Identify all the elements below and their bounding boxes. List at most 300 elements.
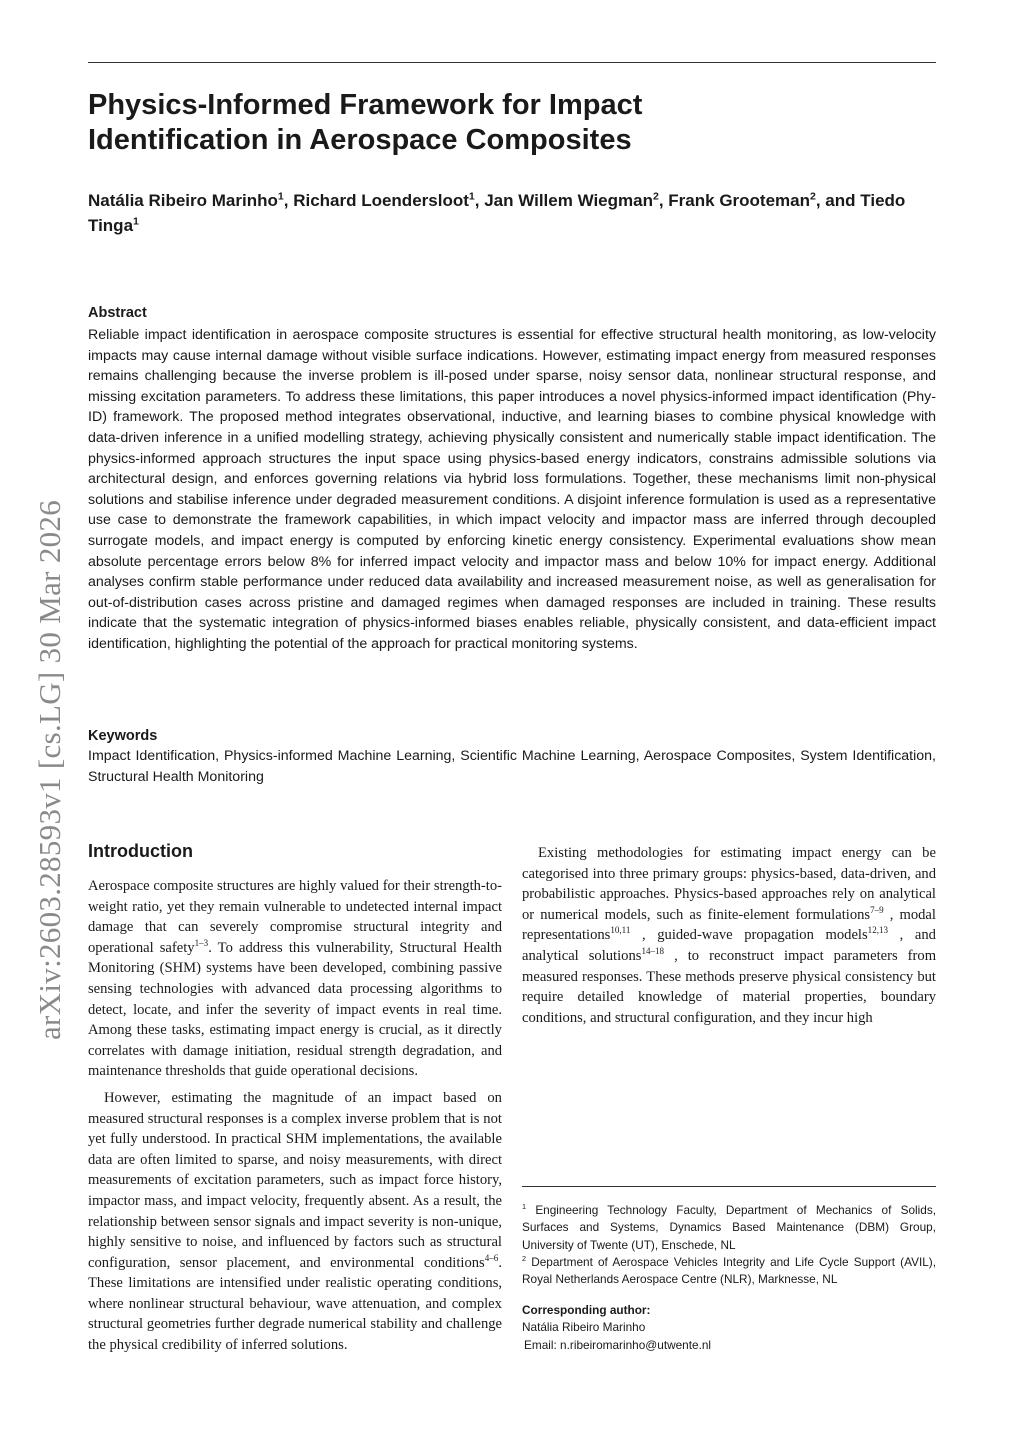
word: the bbox=[484, 1192, 502, 1209]
word: frequently bbox=[304, 1192, 365, 1209]
word: composite bbox=[153, 878, 214, 894]
word: to bbox=[221, 1151, 233, 1168]
word: time. bbox=[472, 1001, 503, 1018]
word: structural bbox=[614, 1009, 670, 1026]
word: realistic bbox=[325, 1275, 372, 1292]
word: for bbox=[693, 845, 711, 861]
word: physical bbox=[792, 968, 842, 985]
word: estimating bbox=[171, 1089, 233, 1106]
word: are bbox=[196, 1275, 215, 1292]
word: energy bbox=[319, 1022, 360, 1039]
word: and bbox=[299, 1213, 321, 1230]
word: often bbox=[140, 1151, 171, 1168]
keywords-heading: Keywords bbox=[88, 728, 158, 744]
word: algorithms bbox=[420, 980, 483, 997]
word: that bbox=[229, 1063, 251, 1080]
word: between bbox=[160, 1213, 210, 1230]
word: excitation bbox=[193, 1172, 252, 1189]
word: impact bbox=[392, 1089, 433, 1106]
word: impactor bbox=[88, 1192, 140, 1209]
word: are bbox=[277, 878, 296, 894]
word: energy bbox=[841, 845, 882, 861]
word: as bbox=[429, 1234, 442, 1251]
word: maintenance bbox=[88, 1063, 162, 1080]
word: complex bbox=[451, 1295, 502, 1312]
word: history, bbox=[458, 1172, 503, 1189]
word: valued bbox=[340, 878, 379, 894]
word: highly bbox=[88, 1234, 126, 1251]
word: with bbox=[437, 1151, 464, 1168]
word: passive bbox=[459, 960, 502, 977]
affiliation-number: 2 bbox=[522, 1254, 527, 1264]
word: direct bbox=[468, 1151, 503, 1168]
word: to bbox=[490, 980, 503, 997]
word: problem bbox=[391, 1110, 441, 1127]
word: and bbox=[914, 927, 936, 944]
word: structural bbox=[189, 1295, 245, 1312]
word: have bbox=[257, 960, 285, 977]
word: inverse bbox=[345, 1110, 388, 1127]
word: by bbox=[334, 1234, 349, 1251]
word: inferred bbox=[241, 1337, 288, 1354]
word: available bbox=[449, 1131, 502, 1148]
word: propagation bbox=[744, 927, 814, 944]
citation: 10,11 bbox=[610, 925, 631, 936]
word: the bbox=[427, 1131, 445, 1148]
word: can bbox=[178, 919, 199, 936]
word: is bbox=[469, 1110, 480, 1127]
word: . bbox=[498, 1254, 502, 1271]
citation: 14–18 bbox=[641, 946, 665, 957]
word: methodologies bbox=[596, 845, 683, 861]
word: absent. bbox=[368, 1192, 410, 1209]
word: based bbox=[443, 1089, 477, 1106]
word: thresholds bbox=[165, 1063, 226, 1080]
word: groups: bbox=[703, 865, 747, 882]
word: environmental bbox=[330, 1254, 415, 1271]
word: is bbox=[267, 1110, 278, 1127]
right-column bbox=[522, 843, 936, 1028]
author-affiliation-mark: 1 bbox=[468, 190, 475, 203]
word: However, bbox=[104, 1089, 161, 1106]
word: structures bbox=[217, 878, 274, 894]
word: residual bbox=[296, 1042, 344, 1059]
word: solutions bbox=[588, 947, 642, 964]
word: implementations, bbox=[321, 1131, 423, 1148]
word: structural bbox=[88, 1316, 144, 1333]
word: structural bbox=[147, 1110, 203, 1127]
corresponding-author bbox=[522, 1302, 936, 1354]
word: , bbox=[674, 947, 678, 964]
word: from bbox=[907, 947, 936, 964]
word: (SHM) bbox=[159, 960, 201, 977]
word: require bbox=[522, 989, 564, 1006]
word: to bbox=[687, 947, 700, 964]
word: be bbox=[922, 845, 936, 861]
word: strength-to-weight bbox=[88, 878, 502, 915]
word: guided-wave bbox=[657, 927, 733, 944]
word: degradation, bbox=[402, 1042, 475, 1059]
citation: 1–3 bbox=[194, 937, 209, 948]
word: boundary bbox=[880, 989, 936, 1006]
word: properties, bbox=[804, 989, 867, 1006]
footnote-rule bbox=[522, 1186, 936, 1187]
author-name: Richard Loendersloot bbox=[293, 191, 469, 210]
word: tasks, bbox=[171, 1022, 205, 1039]
citation: 12,13 bbox=[867, 925, 889, 936]
word: measured bbox=[88, 1110, 144, 1127]
word: attenuation, bbox=[351, 1295, 421, 1312]
word: measurements, bbox=[345, 1151, 433, 1168]
word: mass, bbox=[144, 1192, 177, 1209]
word: infer bbox=[205, 1001, 234, 1018]
word: under bbox=[286, 1275, 320, 1292]
word: credibility bbox=[161, 1337, 222, 1354]
word: sensing bbox=[88, 980, 132, 997]
word: and bbox=[590, 1009, 612, 1026]
word: signals bbox=[254, 1213, 296, 1230]
word: responses. bbox=[582, 968, 643, 985]
word: detailed bbox=[577, 989, 624, 1006]
word: data bbox=[317, 980, 343, 997]
word: velocity, bbox=[250, 1192, 301, 1209]
word: and bbox=[914, 865, 936, 882]
word: limited bbox=[175, 1151, 217, 1168]
word: is bbox=[364, 1022, 374, 1039]
word: material bbox=[742, 989, 791, 1006]
word: and bbox=[178, 1001, 200, 1018]
introduction-heading: Introduction bbox=[88, 841, 193, 861]
word: locate, bbox=[133, 1001, 172, 1018]
word: intensified bbox=[219, 1275, 282, 1292]
word: address bbox=[238, 939, 283, 956]
word: this bbox=[288, 939, 310, 956]
word: remain bbox=[218, 898, 260, 915]
corresponding-label: Corresponding author: bbox=[522, 1303, 651, 1317]
word: SHM bbox=[285, 1131, 318, 1148]
intro-paragraph-2 bbox=[88, 1088, 502, 1356]
word: limitations bbox=[128, 1275, 191, 1292]
word: , bbox=[899, 927, 904, 944]
word: yet bbox=[88, 1131, 106, 1148]
word: are bbox=[117, 1151, 136, 1168]
word: processing bbox=[350, 980, 413, 997]
word: damage bbox=[88, 919, 134, 936]
word: the bbox=[243, 1089, 262, 1106]
word: of bbox=[225, 1337, 238, 1354]
word: understood. bbox=[142, 1131, 211, 1148]
word: vulnerable bbox=[263, 898, 326, 915]
word: but bbox=[917, 968, 936, 985]
word: Aerospace bbox=[88, 878, 150, 894]
word: physical bbox=[109, 1337, 159, 1354]
word: they bbox=[189, 898, 215, 915]
word: measured bbox=[522, 968, 578, 985]
word: advanced bbox=[255, 980, 311, 997]
word: decisions. bbox=[360, 1063, 418, 1080]
word: such bbox=[656, 906, 684, 923]
author-affiliation-mark: 2 bbox=[652, 190, 659, 203]
word: and bbox=[241, 1234, 263, 1251]
word: solutions. bbox=[291, 1337, 348, 1354]
word: high bbox=[846, 1009, 873, 1026]
author-separator: , bbox=[658, 191, 669, 210]
word: strength bbox=[349, 1042, 397, 1059]
word: , bbox=[641, 927, 646, 944]
word: with bbox=[221, 980, 248, 997]
word: approaches bbox=[761, 886, 828, 903]
word: Physics-based bbox=[674, 886, 757, 903]
word: these bbox=[136, 1022, 167, 1039]
word: of bbox=[344, 1089, 357, 1106]
word: and bbox=[480, 919, 503, 936]
word: models bbox=[825, 927, 868, 944]
word: Among bbox=[88, 1022, 132, 1039]
affiliation-text: Engineering Technology Faculty, Department of Mechanics of Solids, Surfaces and Systems, Dynamics Based Maintenance (DBM) Group, University of Twente (UT), Enschede, NL bbox=[522, 1203, 936, 1252]
word: compromise bbox=[269, 919, 343, 936]
word: analytical bbox=[522, 947, 579, 964]
word: approaches. bbox=[599, 886, 670, 903]
word: representations bbox=[522, 927, 611, 944]
word: events bbox=[382, 1001, 420, 1018]
text-run bbox=[88, 937, 503, 1080]
word: as bbox=[689, 906, 702, 923]
word: magnitude bbox=[272, 1089, 334, 1106]
word: directly bbox=[457, 1022, 502, 1039]
word: complex bbox=[291, 1110, 342, 1127]
word: operational bbox=[88, 939, 154, 956]
word: placement, bbox=[226, 1254, 291, 1271]
word: initiation, bbox=[234, 1042, 291, 1059]
word: incur bbox=[813, 1009, 844, 1026]
author-affiliation-mark: 2 bbox=[810, 190, 816, 203]
header-rule bbox=[88, 62, 936, 63]
word: methods bbox=[685, 968, 735, 985]
affiliation-number: 1 bbox=[522, 1202, 527, 1212]
word: sensor bbox=[213, 1213, 251, 1230]
word: parameters, bbox=[256, 1172, 325, 1189]
word: and bbox=[759, 1009, 781, 1026]
word: combining bbox=[391, 960, 454, 977]
word: non-unique, bbox=[431, 1213, 502, 1230]
word: with bbox=[150, 1042, 177, 1059]
word: sparse, bbox=[237, 1151, 278, 1168]
author-separator: , bbox=[283, 191, 294, 210]
author-separator: , and bbox=[815, 191, 861, 210]
word: their bbox=[403, 878, 431, 894]
word: To bbox=[217, 939, 233, 956]
word: crucial, bbox=[378, 1022, 423, 1039]
word: , bbox=[889, 906, 894, 923]
word: parameters bbox=[833, 947, 898, 964]
word: knowledge bbox=[637, 989, 703, 1006]
word: damage bbox=[182, 1042, 229, 1059]
word: These bbox=[88, 1275, 123, 1292]
word: result, bbox=[443, 1192, 480, 1209]
word: an bbox=[367, 1089, 382, 1106]
word: structural bbox=[446, 1234, 502, 1251]
word: of bbox=[317, 1001, 330, 1018]
word: stability bbox=[370, 1316, 418, 1333]
word: such bbox=[398, 1234, 425, 1251]
word: is bbox=[418, 1213, 428, 1230]
word: developed, bbox=[322, 960, 387, 977]
word: correlates bbox=[88, 1042, 145, 1059]
word: Health bbox=[463, 939, 502, 956]
word: to bbox=[329, 898, 342, 915]
word: conditions, bbox=[522, 1009, 587, 1026]
affiliation-1 bbox=[522, 1202, 936, 1254]
word: noise, bbox=[202, 1234, 237, 1251]
word: Monitoring bbox=[88, 960, 155, 977]
word: wave bbox=[315, 1295, 347, 1312]
word: relationship bbox=[88, 1213, 157, 1230]
word: sensitive bbox=[130, 1234, 182, 1251]
word: real bbox=[444, 1001, 466, 1018]
paper-title: Physics-Informed Framework for Impact Identification in Aerospace Composites bbox=[88, 89, 643, 156]
word: highly bbox=[299, 878, 337, 894]
word: and bbox=[421, 1316, 443, 1333]
word: into bbox=[592, 865, 616, 882]
abstract-heading: Abstract bbox=[88, 305, 147, 321]
word: factors bbox=[353, 1234, 394, 1251]
intro-paragraph-1 bbox=[88, 876, 502, 1082]
word: internal bbox=[413, 898, 458, 915]
word: and bbox=[181, 1192, 203, 1209]
word: configuration, bbox=[88, 1254, 171, 1271]
word: safety bbox=[159, 939, 195, 956]
word: and bbox=[299, 1254, 321, 1271]
word: and bbox=[480, 1042, 503, 1059]
word: such bbox=[329, 1172, 357, 1189]
word: numerical bbox=[540, 906, 599, 923]
text-run bbox=[88, 1090, 502, 1271]
word: conditions bbox=[423, 1254, 485, 1271]
word: force bbox=[423, 1172, 454, 1189]
word: impact bbox=[462, 898, 503, 915]
word: formulations bbox=[795, 906, 871, 923]
word: Structural bbox=[399, 939, 457, 956]
word: operating bbox=[376, 1275, 433, 1292]
word: severely bbox=[209, 919, 259, 936]
word: sensor bbox=[179, 1254, 218, 1271]
word: primary bbox=[652, 865, 699, 882]
word: geometries bbox=[146, 1316, 211, 1333]
word: impact bbox=[206, 1192, 247, 1209]
author-name: Natália Ribeiro Marinho bbox=[88, 191, 278, 210]
word: a bbox=[433, 1192, 440, 1209]
corresponding-name: Natália Ribeiro Marinho bbox=[522, 1320, 646, 1335]
word: estimating bbox=[209, 1022, 271, 1039]
word: detect, bbox=[88, 1001, 127, 1018]
word: analytical bbox=[879, 886, 936, 903]
citation: 7–9 bbox=[870, 904, 884, 915]
word: three bbox=[619, 865, 649, 882]
word: influenced bbox=[267, 1234, 330, 1251]
word: that bbox=[443, 1110, 466, 1127]
author-affiliation-mark: 1 bbox=[133, 215, 139, 228]
word: categorised bbox=[522, 865, 589, 882]
word: impact bbox=[335, 1001, 376, 1018]
word: data bbox=[88, 1151, 113, 1168]
word: conditions, bbox=[437, 1275, 503, 1292]
word: severity bbox=[264, 1001, 311, 1018]
word: can bbox=[891, 845, 912, 861]
word: challenge bbox=[446, 1316, 503, 1333]
word: . bbox=[208, 939, 212, 956]
word: structural bbox=[353, 919, 409, 936]
author-separator: , bbox=[474, 191, 485, 210]
word: for bbox=[382, 878, 400, 894]
word: consistency bbox=[845, 968, 914, 985]
word: of bbox=[176, 1172, 189, 1189]
word: vulnerability, bbox=[316, 939, 394, 956]
word: or bbox=[522, 906, 535, 923]
word: models, bbox=[604, 906, 651, 923]
word: Existing bbox=[538, 845, 587, 861]
word: as bbox=[427, 1022, 440, 1039]
word: and bbox=[282, 1151, 305, 1168]
abstract-text: Reliable impact identification in aerospace composite structures is essential for effective structural health monitoring, as low-velocity impacts may cause internal damage without visible surface indications. However, estimating impact energy from measured responses remains challenging because the inverse problem is ill-posed under sparse, noisy sensor data, nonlinear structural response, and missing excitation parameters. To address these limitations, this paper introduces a novel physics-informed impact identification (Phy-ID) framework. The proposed method integrates observational, inductive, and learning biases to combine physical knowledge with data-driven inference in a unified modelling strategy, achieving physically consistent and numerically stable impact identification. The physics-informed approach structures the input space using physics-based energy indicators, constrains admissible solutions via architectural design, and enforces governing relations via hybrid loss formulations. Together, these mechanisms limit non-physical solutions and stabilise inference under degraded measurement conditions. A disjoint inference formulation is used as a representative use case to demonstrate the framework capabilities, in which impact velocity and impactor mass are inferred through decoupled surrogate models, and impact energy is computed by enforcing kinetic energy consistency. Experimental evaluations show mean absolute percentage errors below 8% for inferred impact velocity and impactor mass and below 10% for impact energy. Additional analyses confirm stable performance under reduced data availability and increased measurement noise, as well as generalisation for out-of-distribution cases across pristine and damaged regimes when damaged responses are included in training. These results indicate that the systematic integration of physics-informed biases enables reliable, physically consistent, and data-efficient impact identification, highlighting the potential of the approach for practical monitoring systems. bbox=[88, 327, 936, 652]
author-affiliation-mark: 1 bbox=[277, 190, 284, 203]
word: been bbox=[290, 960, 318, 977]
intro-paragraph-3-continued bbox=[522, 843, 936, 1028]
word: technologies bbox=[139, 980, 214, 997]
word: impact bbox=[275, 1022, 315, 1039]
word: degrade bbox=[258, 1316, 305, 1333]
word: impact bbox=[783, 947, 824, 964]
citation: 4–6 bbox=[484, 1252, 499, 1263]
word: finite-element bbox=[707, 906, 790, 923]
keywords-text: Impact Identification, Physics-informed Machine Learning, Scientific Machine Learning, Aerospace Composites, System Identification, Structural Health Monitoring bbox=[88, 748, 936, 785]
word: a bbox=[280, 1110, 288, 1127]
word: impact bbox=[378, 1172, 419, 1189]
word: systems bbox=[206, 960, 253, 977]
word: severity bbox=[367, 1213, 415, 1230]
word: and bbox=[425, 1295, 447, 1312]
word: on bbox=[487, 1089, 502, 1106]
word: rely bbox=[832, 886, 855, 903]
affiliation-text: Department of Aerospace Vehicles Integrity and Life Cycle Support (AVIL), Royal Netherlands Aerospace Centre (NLR), Marknesse, NL bbox=[522, 1255, 936, 1287]
word: the bbox=[239, 1001, 258, 1018]
author-name: Jan Willem Wiegman bbox=[484, 191, 653, 210]
word: These bbox=[646, 968, 682, 985]
word: preserve bbox=[738, 968, 789, 985]
word: guide bbox=[254, 1063, 288, 1080]
word: reconstruct bbox=[709, 947, 774, 964]
word: integrity bbox=[420, 919, 470, 936]
word: practical bbox=[231, 1131, 282, 1148]
word: impact bbox=[324, 1213, 365, 1230]
word: estimating bbox=[720, 845, 782, 861]
affiliation-2 bbox=[522, 1254, 936, 1289]
left-column bbox=[88, 876, 502, 1356]
word: measurements bbox=[88, 1172, 172, 1189]
word: as bbox=[361, 1172, 374, 1189]
word: fully bbox=[110, 1131, 138, 1148]
word: behaviour, bbox=[249, 1295, 311, 1312]
arxiv-identifier: arXiv:2603.28593v1 [cs.LG] 30 Mar 2026 bbox=[32, 499, 67, 1040]
corresponding-email[interactable]: Email: n.ribeiromarinho@utwente.nl bbox=[524, 1337, 712, 1352]
word: the bbox=[88, 1337, 106, 1354]
word: modal bbox=[899, 906, 936, 923]
word: probabilistic bbox=[522, 886, 595, 903]
word: operational bbox=[290, 1063, 357, 1080]
word: further bbox=[214, 1316, 255, 1333]
word: physics-based, bbox=[751, 865, 837, 882]
word: data-driven, bbox=[840, 865, 911, 882]
word: it bbox=[444, 1022, 453, 1039]
